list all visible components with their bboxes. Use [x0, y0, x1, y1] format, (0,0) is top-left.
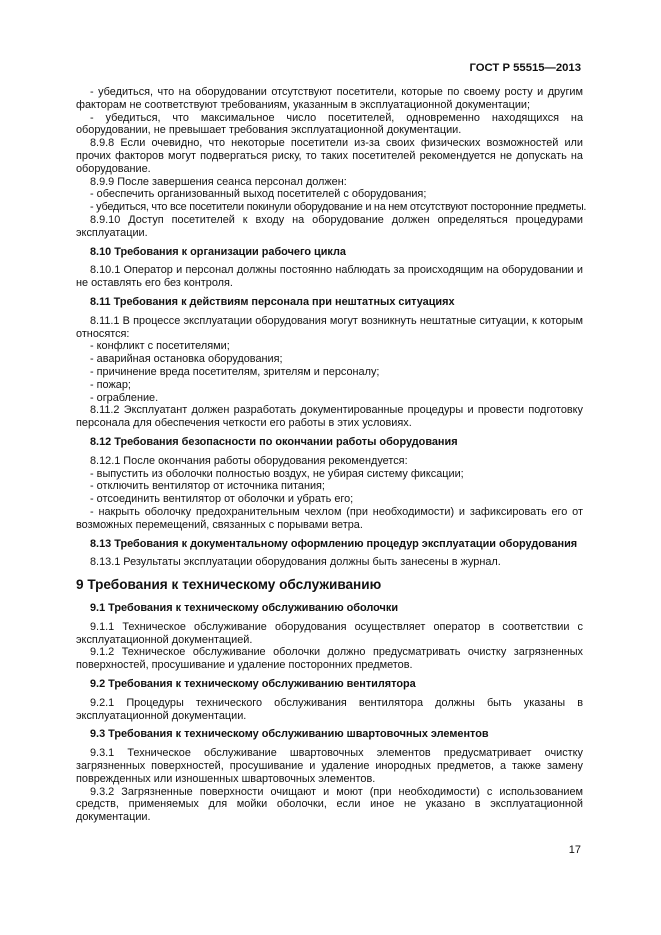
document-id-header: ГОСТ Р 55515—2013 — [469, 62, 581, 74]
paragraph: 9.1.1 Техническое обслуживание оборудования осуществляет оператор в соответствии с эксплуатационной документацией. — [76, 620, 583, 646]
section-heading-8-13: 8.13 Требования к документальному оформлению процедур эксплуатации оборудования — [90, 537, 578, 550]
list-item: - конфликт с посетителями; — [90, 340, 230, 353]
list-item: - пожар; — [90, 378, 131, 391]
section-heading-9-2: 9.2 Требования к техническому обслуживанию вентилятора — [90, 678, 416, 691]
list-item: - отключить вентилятор от источника питания; — [90, 480, 325, 493]
list-item: - накрыть оболочку предохранительным чехлом (при необходимости) и зафиксировать его от возможных перемещений, связанных с порывами ветра. — [76, 505, 583, 531]
section-heading-8-10: 8.10 Требования к организации рабочего цикла — [90, 245, 346, 258]
list-item: - выпустить из оболочки полностью воздух, не убирая систему фиксации; — [90, 467, 464, 480]
paragraph: 9.2.1 Процедуры технического обслуживания вентилятора должны быть указаны в эксплуатационной документации. — [76, 696, 583, 722]
section-heading-8-11: 8.11 Требования к действиям персонала при нештатных ситуациях — [90, 295, 455, 308]
paragraph: - убедиться, что на оборудовании отсутствуют посетители, которые по своему росту и другим факторам не соответствуют требованиям, указанным в эксплуатационной документации; — [76, 86, 583, 111]
paragraph: - убедиться, что максимальное число посетителей, одновременно находящихся на оборудовании, не превышает требования эксплуатационной документации. — [76, 111, 583, 137]
page-number: 17 — [568, 844, 581, 856]
page-content — [76, 86, 587, 824]
list-item: - причинение вреда посетителям, зрителям и персоналу; — [90, 365, 380, 378]
paragraph: 8.13.1 Результаты эксплуатации оборудования должны быть занесены в журнал. — [90, 556, 501, 569]
chapter-heading-9: 9 Требования к техническому обслуживанию — [76, 577, 382, 593]
paragraph: 8.11.2 Эксплуатант должен разработать документированные процедуры и провести подготовку персонала для обеспечения четкости его работы в этих условиях. — [76, 404, 583, 430]
list-item: - аварийная остановка оборудования; — [90, 353, 283, 366]
paragraph: 9.3.1 Техническое обслуживание швартовочных элементов предусматривает очистку загрязненных поверхностей, просушивание и удаление инородных предметов, а также замену поврежденных или изношенных швартовочных элементов. — [76, 747, 583, 785]
paragraph: 9.3.2 Загрязненные поверхности очищают и моют (при необходимости) с использованием средств, применяемых для мойки оболочки, если иное не указано в эксплуатационной документации. — [76, 785, 583, 824]
paragraph: 9.1.2 Техническое обслуживание оболочки должно предусматривать очистку загрязненных поверхностей, просушивание и удаление посторонних предметов. — [76, 646, 583, 672]
list-item: - убедиться, что все посетители покинули оборудование и на нем отсутствуют посторонние предметы. — [90, 201, 587, 214]
paragraph: 8.9.8 Если очевидно, что некоторые посетители из-за своих физических возможностей или прочих факторов могут подвергаться риску, то таких посетителей рекомендуется не допускать на оборудование. — [76, 137, 583, 175]
section-heading-9-3: 9.3 Требования к техническому обслуживанию швартовочных элементов — [90, 728, 489, 741]
list-item: - ограбление. — [90, 391, 159, 404]
paragraph: 8.12.1 После окончания работы оборудования рекомендуется: — [90, 454, 408, 467]
paragraph: 8.9.10 Доступ посетителей к входу на оборудование должен определяться процедурами эксплуатации. — [76, 213, 583, 239]
list-item: - обеспечить организованный выход посетителей с оборудования; — [90, 188, 427, 201]
paragraph: 8.10.1 Оператор и персонал должны постоянно наблюдать за происходящим на оборудовании и не оставлять его без контроля. — [76, 264, 583, 290]
paragraph: 8.9.9 После завершения сеанса персонал должен: — [90, 175, 347, 188]
list-item: - отсоединить вентилятор от оболочки и убрать его; — [90, 493, 354, 506]
section-heading-9-1: 9.1 Требования к техническому обслуживанию оболочки — [90, 602, 399, 615]
section-heading-8-12: 8.12 Требования безопасности по окончании работы оборудования — [90, 435, 458, 448]
paragraph: 8.11.1 В процессе эксплуатации оборудования могут возникнуть нештатные ситуации, к которым относятся: — [76, 314, 583, 340]
